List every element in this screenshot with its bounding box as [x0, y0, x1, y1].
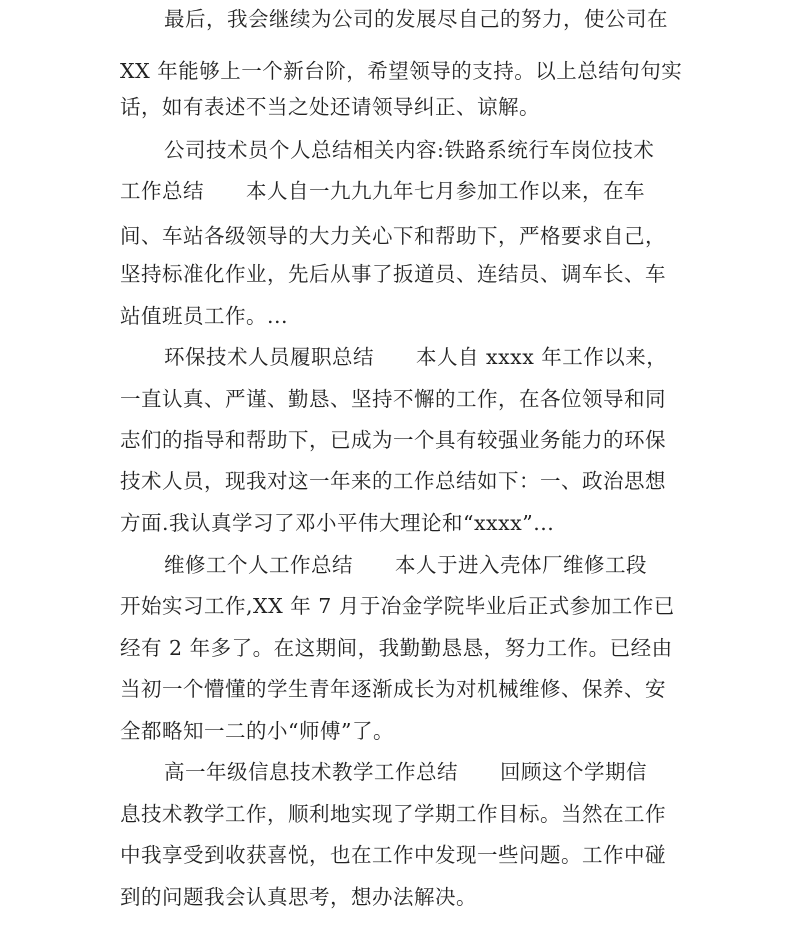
text-line: 全都略知一二的小“师傅”了。	[120, 719, 394, 743]
text-line: 站值班员工作。...	[120, 304, 289, 328]
text-line: 公司技术员个人总结相关内容:铁路系统行车岗位技术	[164, 138, 655, 162]
text-line: 一直认真、严谨、勤恳、坚持不懈的工作，在各位领导和同	[120, 387, 666, 411]
text-line: 最后，我会继续为公司的发展尽自己的努力，使公司在	[164, 7, 668, 31]
text-line: 志们的指导和帮助下，已成为一个具有较强业务能力的环保	[120, 428, 666, 452]
text-line: 话，如有表述不当之处还请领导纠正、谅解。	[120, 95, 540, 119]
text-line: 开始实习工作,XX 年 7 月于冶金学院毕业后正式参加工作已	[120, 594, 675, 618]
text-line: 技术人员，现我对这一年来的工作总结如下：一、政治思想	[120, 469, 666, 493]
text-line: 方面.我认真学习了邓小平伟大理论和“xxxx”...	[120, 511, 555, 535]
text-line: XX 年能够上一个新台阶，希望领导的支持。以上总结句句实	[120, 59, 683, 83]
text-line: 维修工个人工作总结 本人于进入壳体厂维修工段	[164, 553, 647, 577]
text-line: 中我享受到收获喜悦，也在工作中发现一些问题。工作中碰	[120, 843, 666, 867]
text-line: 环保技术人员履职总结 本人自 xxxx 年工作以来，	[164, 345, 668, 369]
text-line: 当初一个懵懂的学生青年逐渐成长为对机械维修、保养、安	[120, 677, 666, 701]
text-line: 经有 2 年多了。在这期间，我勤勤恳恳，努力工作。已经由	[120, 636, 673, 660]
text-line: 高一年级信息技术教学工作总结 回顾这个学期信	[164, 760, 647, 784]
text-line: 到的问题我会认真思考，想办法解决。	[120, 885, 477, 909]
text-line: 坚持标准化作业，先后从事了扳道员、连结员、调车长、车	[120, 262, 666, 286]
text-line: 工作总结 本人自一九九九年七月参加工作以来，在车	[120, 179, 645, 203]
text-line: 息技术教学工作，顺利地实现了学期工作目标。当然在工作	[120, 802, 666, 826]
text-line: 间、车站各级领导的大力关心下和帮助下，严格要求自己，	[120, 224, 666, 248]
